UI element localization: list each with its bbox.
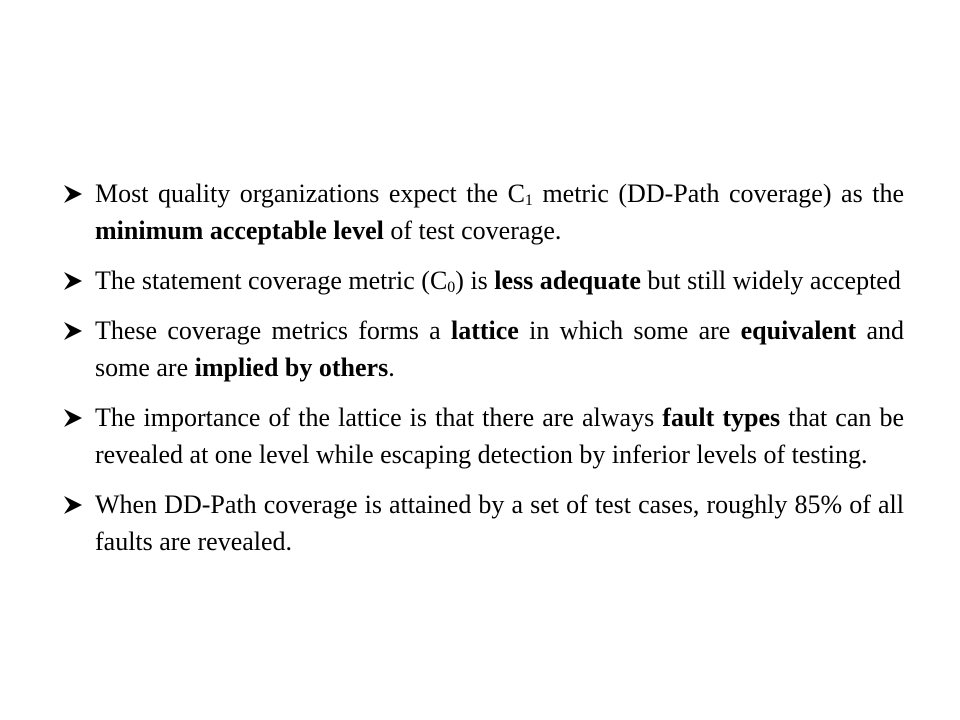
bold-text-segment: implied by others bbox=[194, 353, 389, 382]
bullet-text bbox=[95, 403, 904, 469]
arrowhead-bullet-icon bbox=[62, 495, 84, 515]
bullet-text-segment: of test coverage. bbox=[383, 216, 562, 245]
subscript-segment: 0 bbox=[447, 279, 456, 296]
arrowhead-bullet-icon bbox=[62, 184, 84, 204]
bullet-item bbox=[62, 262, 904, 299]
bullet-text-segment: metric (DD-Path coverage) as the bbox=[532, 179, 904, 208]
bullet-text-segment: Most quality organizations expect the C bbox=[95, 179, 525, 208]
bullet-text bbox=[95, 179, 904, 245]
bullet-text bbox=[95, 316, 904, 382]
bullet-text-segment: that can be revealed at one level while escaping detection by inferior levels of testing. bbox=[95, 403, 904, 469]
bullet-text-segment: but still widely accepted bbox=[640, 266, 901, 295]
bold-text-segment: minimum acceptable level bbox=[95, 216, 384, 245]
bullet-text-segment: These coverage metrics forms a bbox=[95, 316, 451, 345]
bullet-item bbox=[62, 175, 904, 249]
bullet-text-segment: and some are bbox=[95, 316, 905, 382]
bullet-text bbox=[95, 266, 901, 295]
subscript-segment: 1 bbox=[524, 192, 533, 209]
bullet-text-segment: The importance of the lattice is that there are always bbox=[95, 403, 663, 432]
bullet-item bbox=[62, 312, 904, 386]
bullet-text-segment: . bbox=[388, 353, 395, 382]
bullet-text-segment: in which some are bbox=[518, 316, 741, 345]
bullet-list bbox=[62, 175, 904, 574]
bullet-text-segment: When DD-Path coverage is attained by a set of test cases, roughly 85% of all faults are revealed. bbox=[95, 490, 904, 556]
bold-text-segment: fault types bbox=[662, 403, 781, 432]
bold-text-segment: lattice bbox=[451, 316, 519, 345]
bold-text-segment: equivalent bbox=[740, 316, 857, 345]
arrowhead-bullet-icon bbox=[62, 321, 84, 341]
bullet-item bbox=[62, 486, 904, 560]
arrowhead-bullet-icon bbox=[62, 271, 84, 291]
bullet-item bbox=[62, 399, 904, 473]
bullet-text-segment: The statement coverage metric (C bbox=[95, 266, 448, 295]
bullet-text-segment: ) is bbox=[455, 266, 495, 295]
arrowhead-bullet-icon bbox=[62, 408, 84, 428]
bold-text-segment: less adequate bbox=[494, 266, 641, 295]
bullet-text bbox=[95, 490, 904, 556]
